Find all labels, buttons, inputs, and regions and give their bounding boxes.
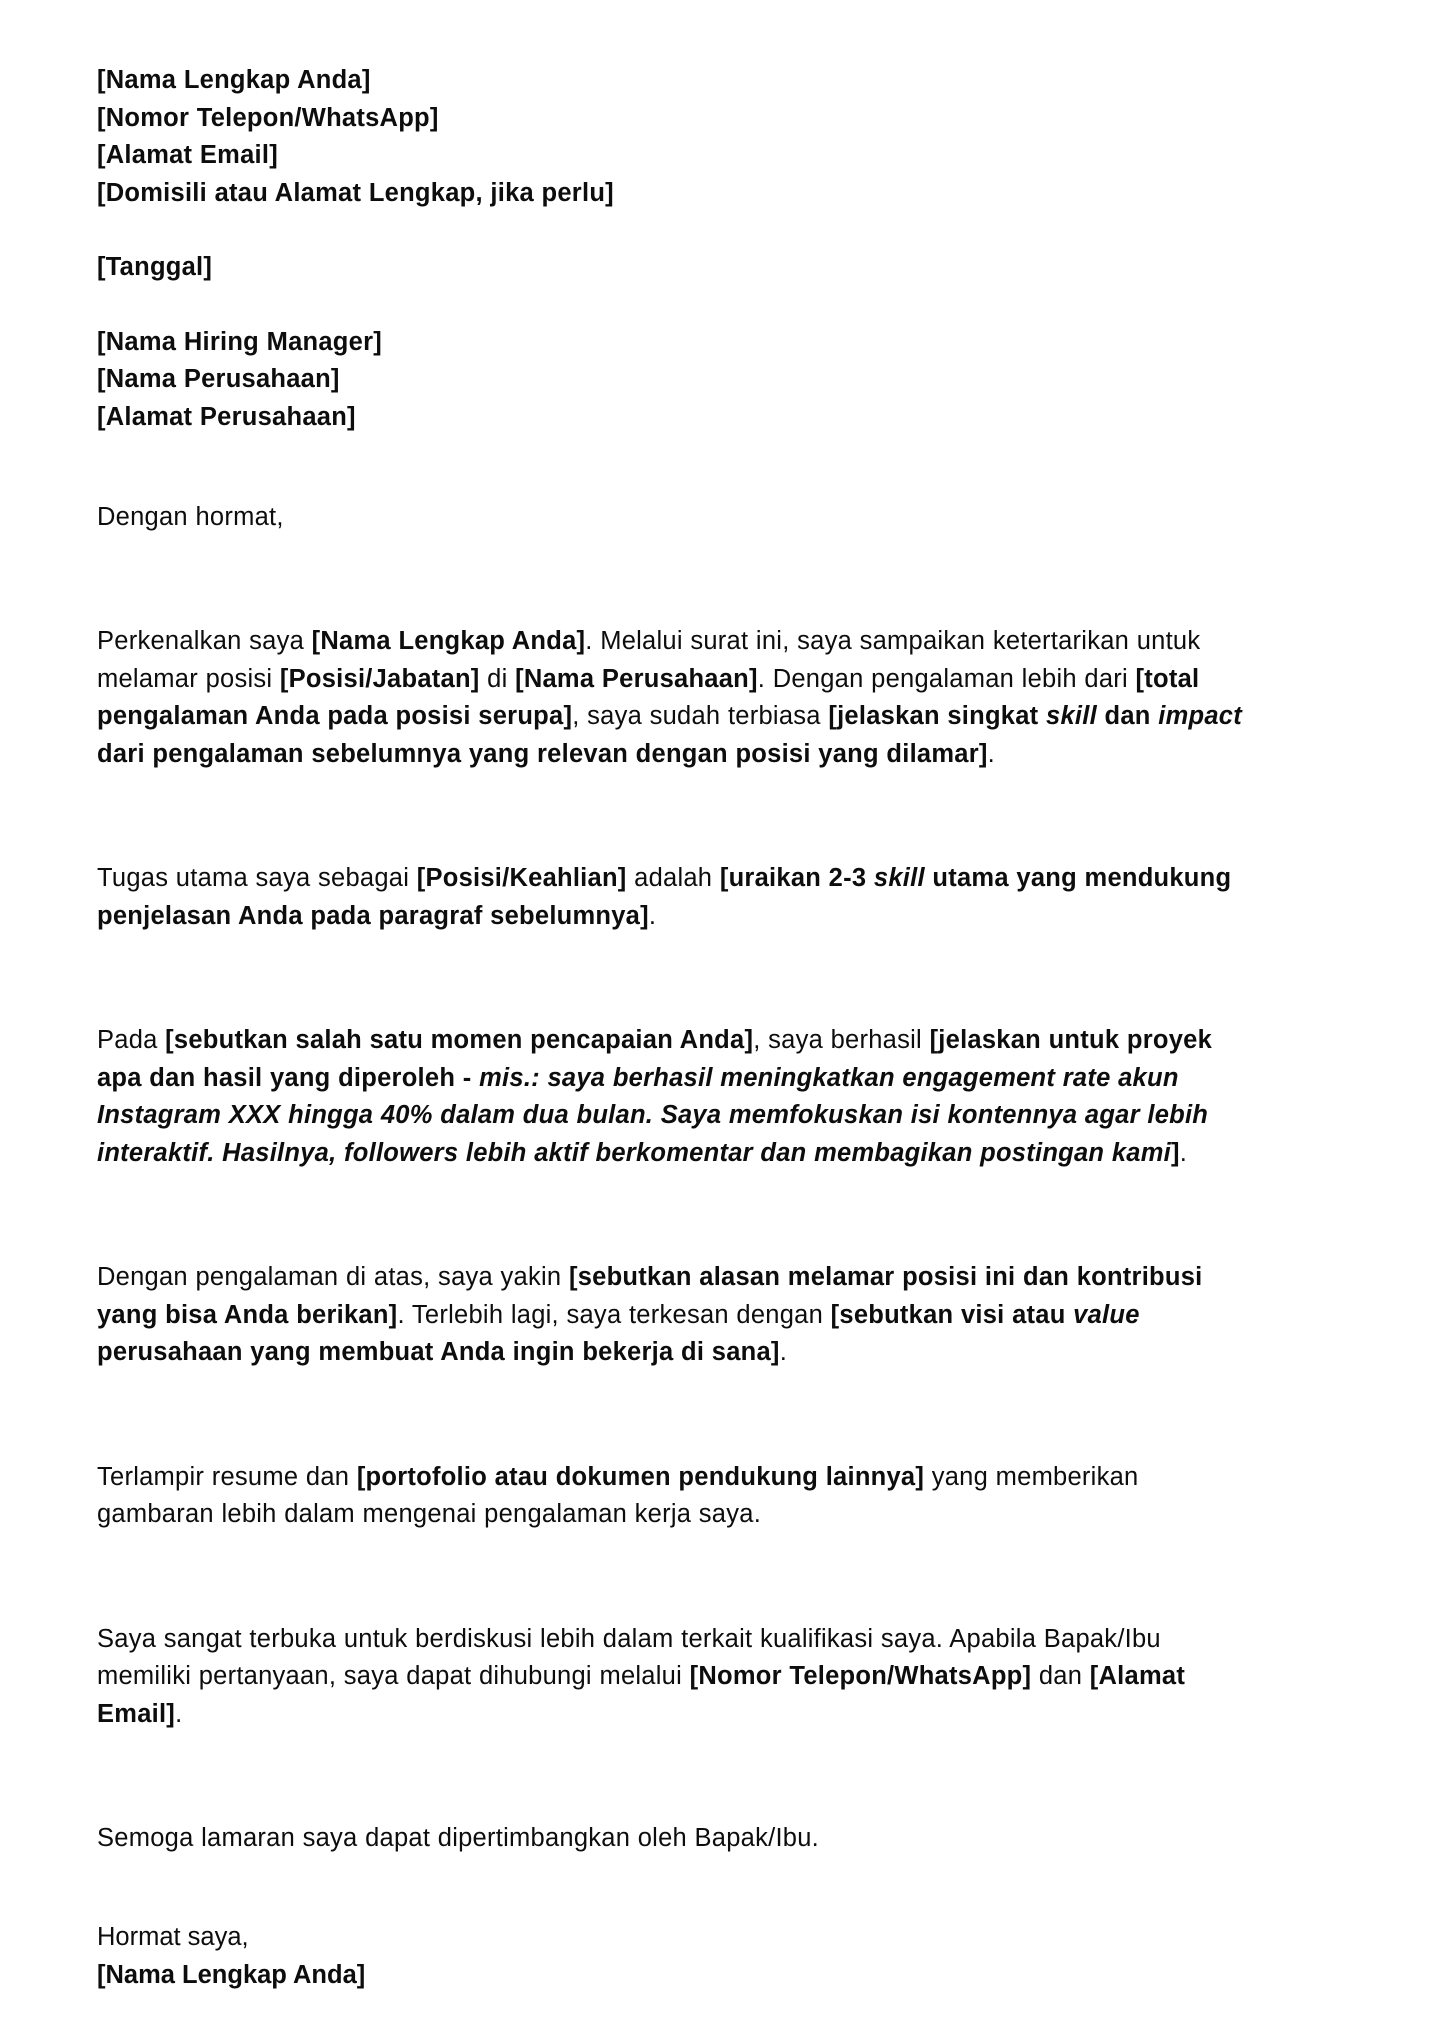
paragraph-motivation <box>97 1259 1249 1372</box>
text-run-regular: Pada <box>97 1026 166 1054</box>
text-run-regular: , saya sudah terbiasa <box>572 702 829 730</box>
text-run-bold: [jelaskan singkat <box>828 702 1047 730</box>
text-run-regular: Terlampir resume dan <box>97 1462 357 1491</box>
paragraph-achievement <box>97 1022 1249 1172</box>
spacer <box>97 212 1249 249</box>
paragraph-contact <box>97 1621 1249 1734</box>
text-run-bold: [Posisi/Keahlian] <box>416 864 627 892</box>
text-run-bold: [Alamat Email] <box>97 1662 1186 1728</box>
text-run-regular: . <box>779 1338 788 1366</box>
signature-name-line: [Nama Lengkap Anda] <box>97 1960 366 1989</box>
text-run-regular: . <box>175 1699 183 1728</box>
text-run-bolditalic: mis.: saya berhasil meningkatkan engagement rate akun Instagram XXX hingga 40% dalam dua bulan. Saya memfokuskan isi kontennya agar lebih interaktif. Hasilnya, followers lebih aktif berkomentar dan membagikan postingan kami <box>97 1063 1209 1167</box>
text-run-bold: [uraikan 2-3 <box>719 864 874 892</box>
text-run-bolditalic: skill <box>873 864 925 892</box>
text-run-regular: Dengan pengalaman di atas, saya yakin <box>97 1263 569 1291</box>
spacer <box>97 562 1249 598</box>
letter-body <box>97 62 1249 1994</box>
text-run-bold: [Nama Lengkap Anda] <box>311 627 586 655</box>
text-run-regular: , saya berhasil <box>753 1026 930 1054</box>
sender-name-line: [Nama Lengkap Anda] <box>97 66 371 94</box>
text-run-regular: Semoga lamaran saya dapat dipertimbangkan oleh Bapak/Ibu. <box>97 1824 820 1852</box>
signature-block <box>97 1919 1249 1994</box>
text-run-bold: [portofolio atau dokumen pendukung lainnya] <box>356 1462 925 1491</box>
recipient-company-address-line: [Alamat Perusahaan] <box>97 402 356 431</box>
text-run-regular: Tugas utama saya sebagai <box>97 864 417 892</box>
text-run-bold: [total pengalaman Anda pada posisi serupa] <box>97 664 1200 730</box>
text-run-regular: . Dengan pengalaman lebih dari <box>757 664 1136 693</box>
signature-closing-line: Hormat saya, <box>97 1923 249 1951</box>
text-run-bolditalic: impact <box>1158 702 1242 730</box>
text-run-regular: dan <box>1031 1662 1090 1690</box>
text-run-bold: [sebutkan salah satu momen pencapaian Anda] <box>165 1026 754 1054</box>
date-block <box>97 249 1249 287</box>
text-run-regular: adalah <box>626 864 720 892</box>
text-run-bold: ] <box>1171 1138 1180 1167</box>
text-run-bolditalic: value <box>1073 1300 1140 1329</box>
date-line: [Tanggal] <box>97 253 213 281</box>
spacer <box>97 1559 1249 1595</box>
text-run-regular: di <box>479 664 516 693</box>
text-run-bold: [Posisi/Jabatan] <box>279 664 480 693</box>
spacer <box>97 287 1249 324</box>
text-run-bold: [jelaskan untuk proyek apa dan hasil yang diperoleh - <box>97 1026 1213 1092</box>
recipient-company-line: [Nama Perusahaan] <box>97 365 340 393</box>
paragraph-intro <box>97 623 1249 773</box>
spacer <box>97 436 1249 473</box>
text-run-bold: dari pengalaman sebelumnya yang relevan dengan posisi yang dilamar] <box>97 739 988 768</box>
recipient-address-block <box>97 324 1249 437</box>
text-run-regular: yang memberikan gambaran lebih dalam mengenai pengalaman kerja saya. <box>97 1462 1139 1528</box>
sender-location-line: [Domisili atau Alamat Lengkap, jika perlu] <box>97 178 614 207</box>
text-run-bold: dan <box>1096 702 1159 730</box>
spacer <box>97 961 1249 997</box>
salutation <box>97 499 1249 537</box>
text-run-bolditalic: skill <box>1046 702 1097 730</box>
recipient-manager-line: [Nama Hiring Manager] <box>97 327 382 356</box>
sender-phone-line: [Nomor Telepon/WhatsApp] <box>97 103 439 132</box>
text-run-regular: Saya sangat terbuka untuk berdiskusi lebih dalam terkait kualifikasi saya. Apabila Bapak/Ibu memiliki pertanyaan, saya dapat dihubungi melalui <box>97 1624 1161 1690</box>
text-run-regular: . <box>1179 1138 1188 1167</box>
spacer <box>97 1198 1249 1234</box>
paragraph-main-skills <box>97 860 1249 935</box>
text-run-bold: [sebutkan alasan melamar posisi ini dan kontribusi yang bisa Anda berikan] <box>97 1263 1203 1329</box>
text-run-bold: utama yang mendukung penjelasan Anda pada paragraf sebelumnya] <box>97 864 1232 930</box>
spacer <box>97 1397 1249 1433</box>
text-run-bold: [sebutkan visi atau <box>830 1300 1074 1329</box>
text-run-regular: Perkenalkan saya <box>97 627 312 655</box>
spacer <box>97 1883 1249 1919</box>
paragraph-closing-hope <box>97 1820 1249 1858</box>
text-run-bold: perusahaan yang membuat Anda ingin bekerja di sana] <box>97 1338 780 1366</box>
sender-email-line: [Alamat Email] <box>97 141 278 169</box>
sender-address-block <box>97 62 1249 212</box>
text-run-regular: . <box>648 901 657 930</box>
text-run-regular: . Terlebih lagi, saya terkesan dengan <box>397 1300 831 1329</box>
spacer <box>97 1759 1249 1795</box>
text-run-regular: . Melalui surat ini, saya sampaikan ketertarikan untuk melamar posisi <box>97 627 1201 693</box>
paragraph-attachment <box>97 1459 1249 1534</box>
text-run-bold: [Nama Perusahaan] <box>515 664 758 693</box>
text-run-regular: Dengan hormat, <box>97 502 284 531</box>
text-run-bold: [Nomor Telepon/WhatsApp] <box>689 1662 1032 1690</box>
text-run-regular: . <box>987 739 996 768</box>
spacer <box>97 799 1249 835</box>
